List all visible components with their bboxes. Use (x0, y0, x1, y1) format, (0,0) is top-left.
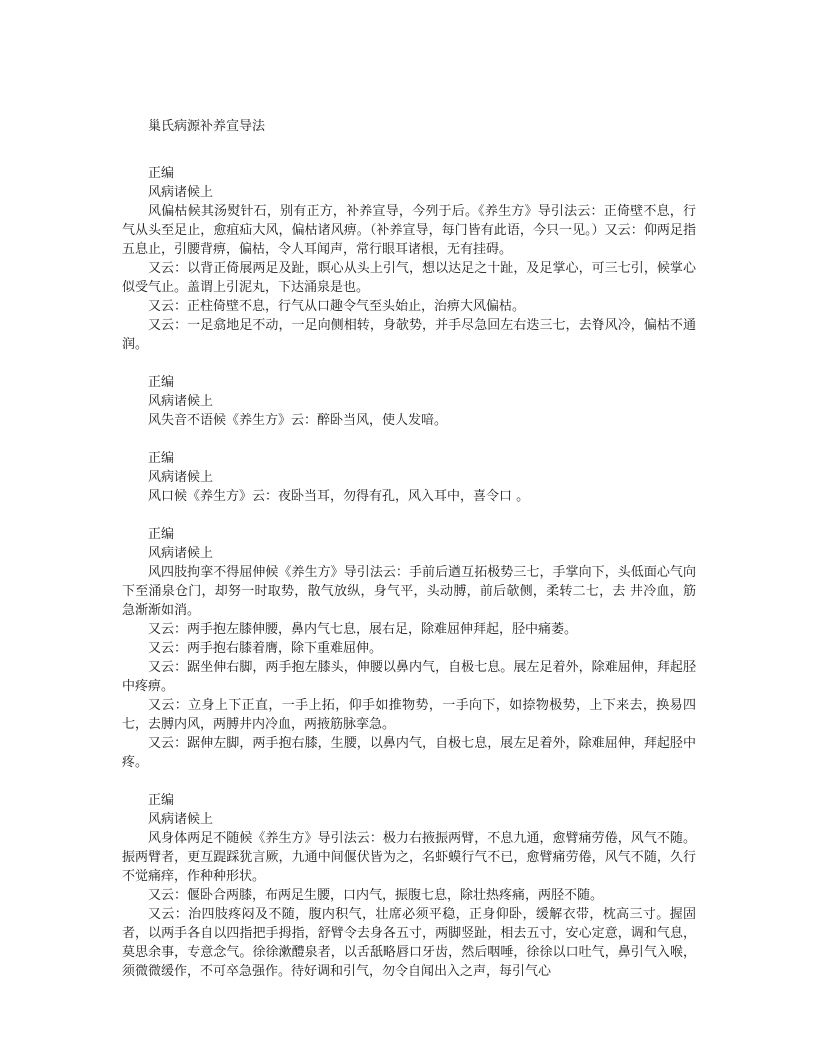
document-title: 巢氏病源补养宣导法 (148, 119, 266, 134)
document-body (122, 164, 696, 1000)
paragraph: 又云：立身上下正直，一手上拓，仰手如推物势，一手向下，如捺物极势，上下来去，换易四七，去膊内风，两膊井内冷血，两掖筋脉挛急。 (122, 698, 696, 732)
paragraph: 又云：踞坐伸右脚，两手抱左膝头，伸腰以鼻内气，自极七息。展左足着外，除难屈伸，拜起胫中疼痹。 (122, 660, 696, 694)
paragraph: 又云：以背正倚展两足及趾，瞑心从头上引气，想以达足之十趾，及足掌心，可三七引，候掌心似受气止。盖谓上引泥丸，下达涌泉是也。 (122, 261, 696, 295)
section (122, 791, 696, 981)
paragraph: 又云：一足翕地足不动，一足向侧相转，身欹势，并手尽急回左右迭三七，去脊风冷，偏枯不通润。 (122, 318, 696, 352)
section-subheading: 风病诸候上 (148, 394, 214, 409)
section (122, 164, 696, 354)
paragraph: 又云：两手抱左膝伸腰，鼻内气七息，展右足，除难屈伸拜起，胫中痛萎。 (148, 622, 578, 637)
section-subheading: 风病诸候上 (148, 470, 214, 485)
section-heading: 正编 (148, 793, 175, 808)
paragraph: 又云：偃卧合两膝，布两足生腰，口内气，振腹七息，除壮热疼痛，两胫不随。 (148, 888, 604, 903)
paragraph: 风身体两足不随候《养生方》导引法云：极力右掖振两臂，不息九通，愈臂痛劳倦，风气不随。振两臂者，更互踶踩犹言厥，九通中间偃伏皆为之，名虾蟆行气不已，愈臂痛劳倦，风气不随，久行不觉痛痒，作种种形状。 (122, 831, 696, 884)
paragraph: 风口候《养生方》云：夜卧当耳，勿得有孔，风入耳中，喜令口 。 (148, 489, 530, 504)
paragraph: 又云：两手抱右膝着膺，除下重难屈伸。 (148, 641, 383, 656)
section-subheading: 风病诸候上 (148, 546, 214, 561)
section-heading: 正编 (148, 375, 175, 390)
section-heading: 正编 (148, 527, 175, 542)
paragraph: 又云：踞伸左脚，两手抱右膝，生腰，以鼻内气，自极七息，展左足着外，除难屈伸，拜起胫中疼。 (122, 736, 696, 770)
section-heading: 正编 (148, 166, 175, 181)
section (122, 525, 696, 772)
paragraph: 风失音不语候《养生方》云：醉卧当风，使人发喑。 (148, 413, 448, 428)
section-subheading: 风病诸候上 (148, 185, 214, 200)
section-subheading: 风病诸候上 (148, 812, 214, 827)
paragraph: 又云：正柱倚壁不息，行气从口趣令气至头始止，治痹大风偏枯。 (148, 299, 526, 314)
section (122, 449, 696, 506)
section (122, 373, 696, 430)
section-heading: 正编 (148, 451, 175, 466)
paragraph: 风偏枯候其汤熨针石，别有正方，补养宣导，今列于后。《养生方》导引法云：正倚壁不息，行气从头至足止，愈疽疝大风，偏枯诸风痹。（补养宣导，每门皆有此语，今只一见。）又云：仰两足指五息止，引腰背痹，偏枯，令人耳闻声，常行眼耳诸根，无有挂碍。 (122, 204, 696, 257)
paragraph: 风四肢拘挛不得屈伸候《养生方》导引法云：手前后遒互拓极势三七，手掌向下，头低面心气向下至涌泉仓门，却努一时取势，散气放纵，身气平，头动膊，前后欹侧，柔转二七，去 井冷血，筋急渐渐如消。 (122, 565, 696, 618)
paragraph: 又云：治四肢疼闷及不随，腹内积气，壮席必须平稳，正身仰卧，缓解衣带，枕高三寸。握固者，以两手各自以四指把手拇指，舒臂令去身各五寸，两脚竖趾，相去五寸，安心定意，调和气息，莫思余事，专意念气。徐徐漱醴泉者，以舌舐略唇口牙齿，然后咽唾，徐徐以口吐气，鼻引气入喉，须微微缓作，不可卒急强作。待好调和引气，勿令自闻出入之声，每引气心 (122, 907, 696, 979)
